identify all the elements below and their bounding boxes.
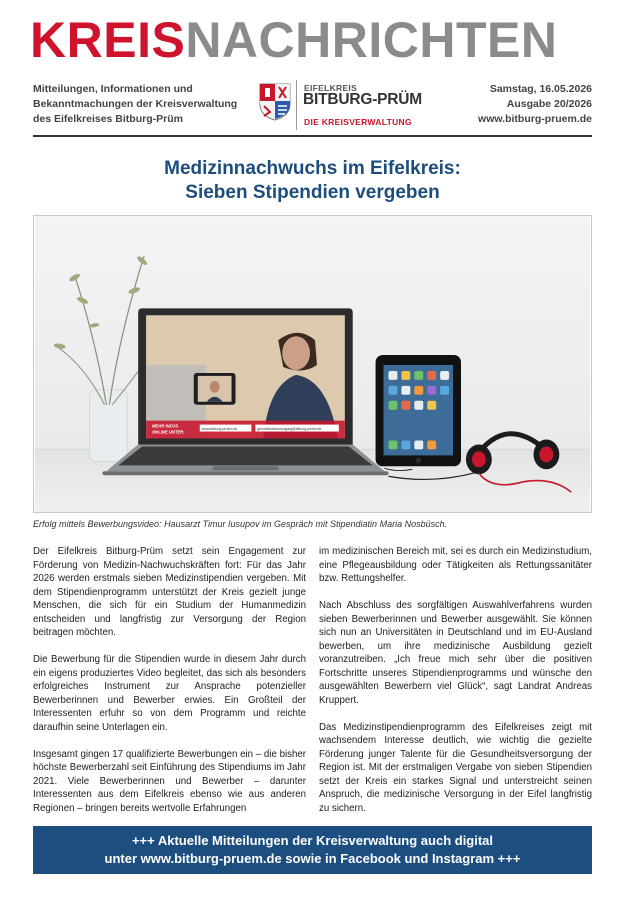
laptop-screen-info-2: ONLINE UNTER: (152, 429, 185, 435)
banner-line-1: +++ Aktuelle Mitteilungen der Kreisverwaltung auch digital (131, 833, 494, 848)
masthead-red-part: KREIS (30, 14, 186, 66)
issue-info (478, 82, 592, 127)
website-link[interactable]: www.bitburg-pruem.de (478, 113, 592, 125)
header-divider (33, 135, 592, 137)
description-line-2: Bekanntmachungen der Kreisverwaltung (33, 98, 238, 110)
issue-number: Ausgabe 20/2026 (506, 98, 592, 110)
article-paragraph: Nach Abschluss des sorgfältigen Auswahlverfahrens wurden sieben Bewerberinnen und Bewerber ausgewählt. Sie können sich nun an Universitäten in Deutschland und im EU-Ausland bewerben, um ihre medizinische Ausbildung gezielt voranzutreiben. „Ich freue mich sehr über die positiven Fortschritte unseres Stipendienprogramms und wünsche den ausgewählten Bewerbern viel Glück“, sagt Landrat Andreas Kruppert. (319, 600, 592, 706)
laptop-screen-url-1: www.bitburg-pruem.de (201, 426, 238, 431)
banner-line-2[interactable]: unter www.bitburg-pruem.de sowie in Facebook und Instagram +++ (104, 851, 521, 866)
logo-divider (296, 80, 297, 130)
headline-line-1: Medizinnachwuchs im Eifelkreis: (164, 158, 461, 179)
logo-text-kreisverwaltung: DIE KREISVERWALTUNG (304, 117, 412, 127)
article-headline (33, 157, 592, 205)
article-paragraph: Insgesamt gingen 17 qualifizierte Bewerbungen ein – die bisher höchste Bewerberzahl seit Einführung des Stipendiums im Jahr 2021. Viele Bewerberinnen und Bewerber – darunter Interessenten aus dem Eifelkreis ebenso wie aus anderen Regionen – bringen bereits wertvolle Erfahrungen (33, 748, 306, 814)
description-line-3: des Eifelkreises Bitburg-Prüm (33, 113, 183, 125)
article-photo (33, 215, 592, 513)
article-paragraph: Der Eifelkreis Bitburg-Prüm setzt sein Engagement zur Förderung von Medizin-Nachwuchskräften fort: Für das Jahr 2026 werden erstmals sieben Medizinstipendien vergeben. Mit dem Stipendienprogramm unterstützt der Kreis gezielt junge Menschen, die sich für ein Studium der Humanmedizin entscheiden und langfristig zur Versorgung der Region beitragen möchten. (33, 546, 306, 638)
masthead-title (30, 14, 595, 66)
article-column-right (319, 545, 592, 829)
article-column-left (33, 545, 306, 829)
logo-text-eifelkreis: EIFELKREIS (304, 83, 358, 93)
laptop-screen-info-1: MEHR INFOS (152, 423, 179, 429)
coat-of-arms-icon (258, 82, 292, 122)
photo-caption: Erfolg mittels Bewerbungsvideo: Hausarzt Timur Iusupov im Gespräch mit Stipendiatin Maria Nosbüsch. (33, 519, 448, 529)
digital-info-banner (33, 826, 592, 874)
article-paragraph: im medizinischen Bereich mit, sei es durch ein Medizinstudium, eine Pflegeausbildung oder Tätigkeiten als Rettungssanitäter bzw. Rettungshelfer. (319, 546, 592, 584)
laptop-screen-url-2: gesundheitsversorgung@bitburg-pruem.de (257, 426, 322, 431)
masthead-grey-part: NACHRICHTEN (185, 14, 558, 66)
logo-text-bitburg-pruem: BITBURG-PRÜM (303, 91, 423, 108)
description-line-1: Mitteilungen, Informationen und (33, 83, 193, 95)
article-paragraph: Die Bewerbung für die Stipendien wurde in diesem Jahr durch ein eigens produziertes Video begleitet, das sich als besonders erfolgreiches Instrument zur Ansprache potenzieller Bewerberinnen und Bewerber erwies. Ein Großteil der Interessenten erfuhr so von dem Programm und reichte daraufhin seine Unterlagen ein. (33, 654, 306, 733)
article-paragraph: Das Medizinstipendienprogramm des Eifelkreises zeigt mit wachsendem Interesse deutlich, wie wichtig die gezielte Förderung junger Talente für die Gesundheitsversorgung der Region ist. Mit der erstmaligen Vergabe von sieben Stipendien setzt der Kreis ein starkes Signal und unterstreicht seinen Anspruch, die medizinische Versorgung in der Eifel langfristig zu sichern. (319, 721, 592, 814)
issue-date: Samstag, 16.05.2026 (489, 83, 592, 95)
tablet (376, 355, 461, 471)
laptop (102, 308, 388, 475)
publication-description (33, 82, 248, 127)
headline-line-2: Sieben Stipendien vergeben (185, 182, 440, 203)
